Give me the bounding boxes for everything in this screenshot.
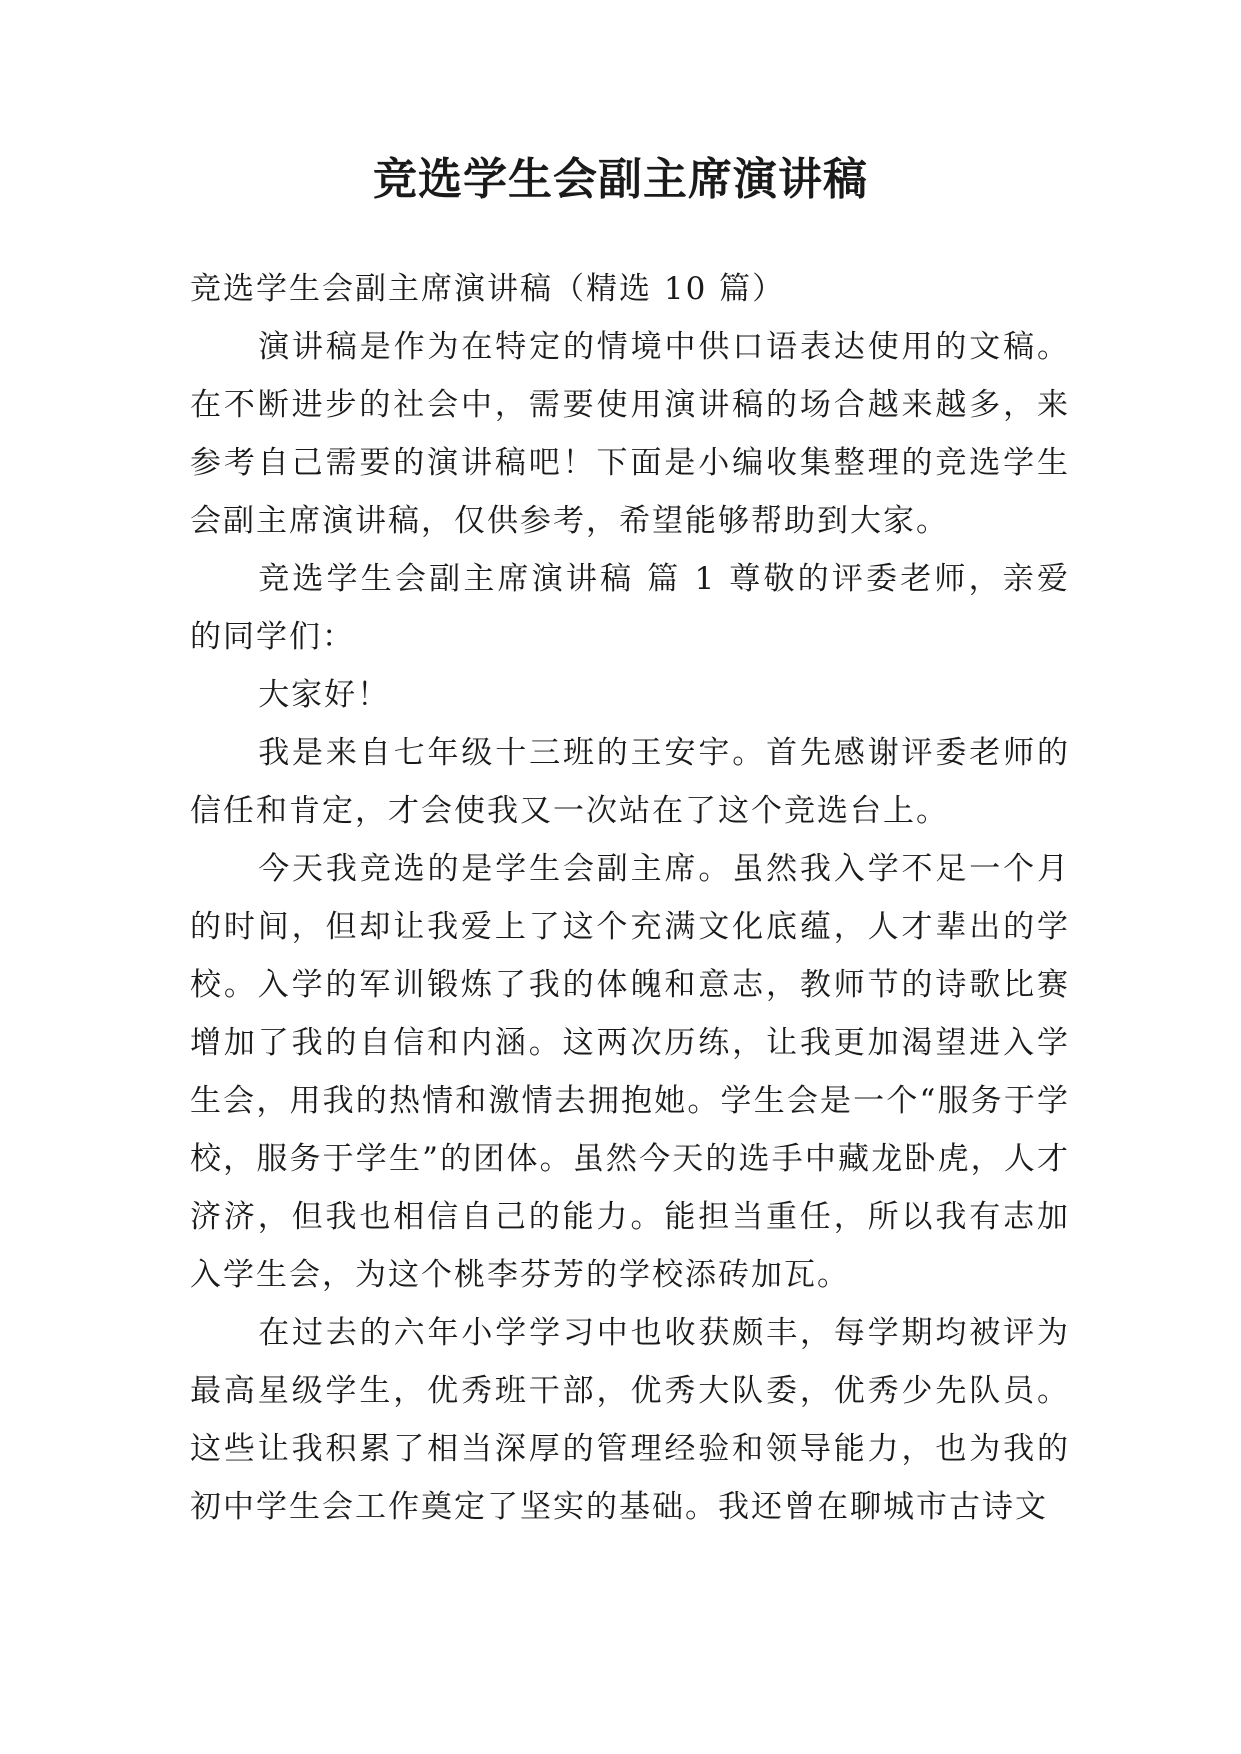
paragraph-self-introduction: 我是来自七年级十三班的王安宇。首先感谢评委老师的信任和肯定，才会使我又一次站在了这个竞选台上。 bbox=[190, 735, 1070, 829]
document-subtitle: 竞选学生会副主席演讲稿（精选 10 篇） bbox=[190, 271, 786, 307]
document-title: 竞选学生会副主席演讲稿 bbox=[373, 154, 868, 205]
paragraph-intro: 演讲稿是作为在特定的情境中供口语表达使用的文稿。在不断进步的社会中，需要使用演讲稿的场合越来越多，来参考自己需要的演讲稿吧！下面是小编收集整理的竞选学生会副主席演讲稿，仅供参考，希望能够帮助到大家。 bbox=[190, 329, 1070, 539]
document-body bbox=[190, 260, 1070, 1536]
paragraph-motivation: 今天我竞选的是学生会副主席。虽然我入学不足一个月的时间，但却让我爱上了这个充满文化底蕴，人才辈出的学校。入学的军训锻炼了我的体魄和意志，教师节的诗歌比赛增加了我的自信和内涵。这两次历练，让我更加渴望进入学生会，用我的热情和激情去拥抱她。学生会是一个“服务于学校，服务于学生”的团体。虽然今天的选手中藏龙卧虎，人才济济，但我也相信自己的能力。能担当重任，所以我有志加入学生会，为这个桃李芬芳的学校添砖加瓦。 bbox=[190, 851, 1070, 1293]
paragraph-hello: 大家好！ bbox=[258, 677, 391, 713]
paragraph-experience: 在过去的六年小学学习中也收获颇丰，每学期均被评为最高星级学生，优秀班干部，优秀大队委，优秀少先队员。这些让我积累了相当深厚的管理经验和领导能力，也为我的初中学生会工作奠定了坚实的基础。我还曾在聊城市古诗文 bbox=[190, 1315, 1070, 1525]
paragraph-greeting-header: 竞选学生会副主席演讲稿 篇 1 尊敬的评委老师，亲爱的同学们： bbox=[190, 561, 1070, 655]
